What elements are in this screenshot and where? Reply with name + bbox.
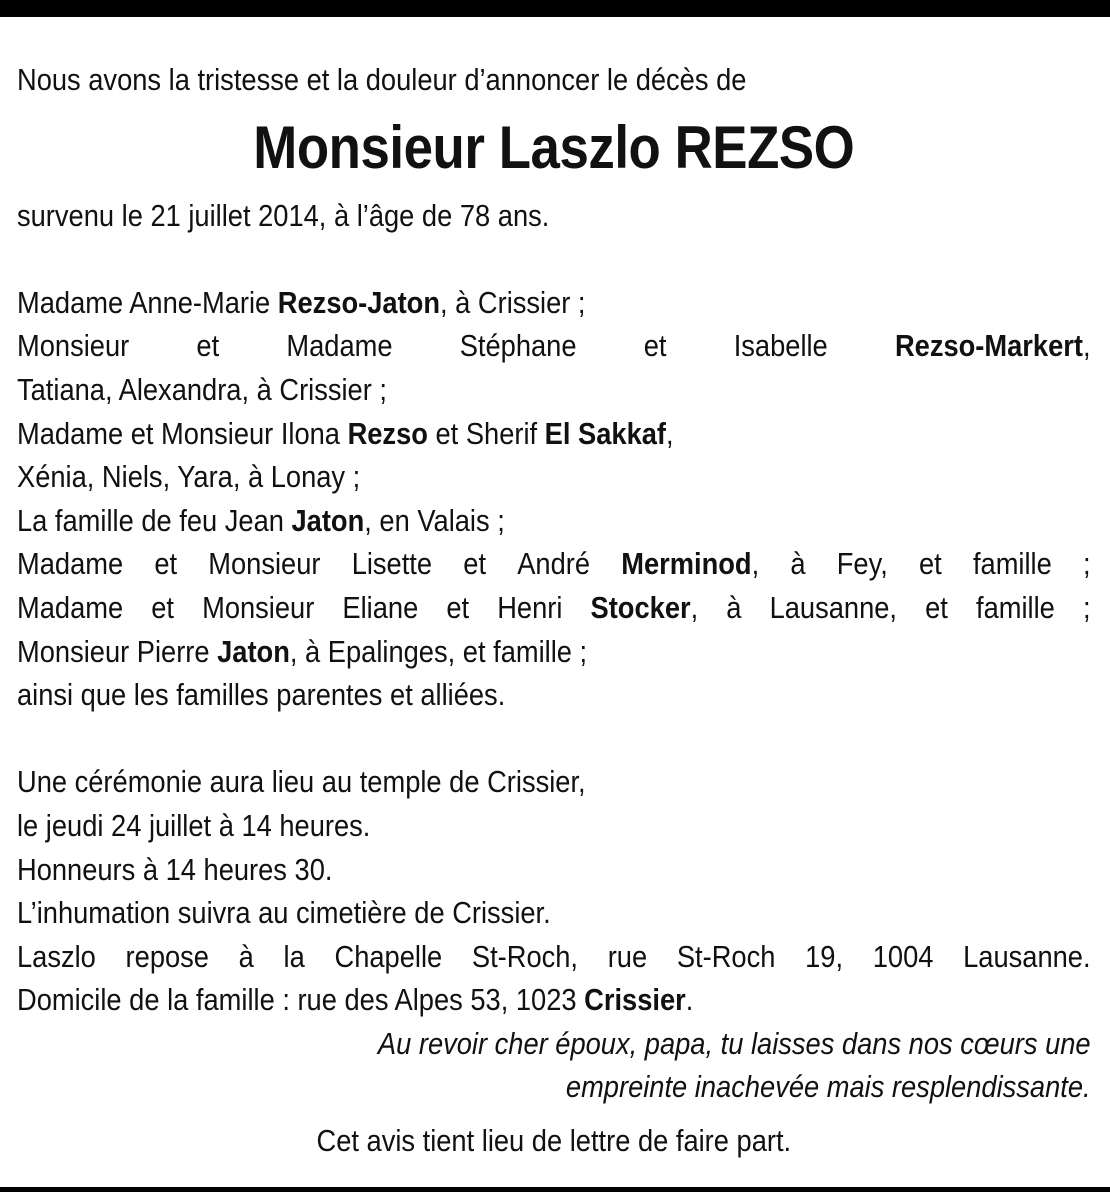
word: Madame <box>286 328 393 364</box>
deceased-name: Monsieur Laszlo REZSO <box>253 113 855 181</box>
quote-line: empreinte inachevée mais resplendissante. <box>565 1069 1091 1105</box>
intro-text: Nous avons la tristesse et la douleur d’annoncer le décès de <box>17 62 747 97</box>
family-surname: Merminod <box>621 546 752 582</box>
family-line-justified <box>17 586 1091 630</box>
word: Monsieur <box>208 546 321 582</box>
word: St-Roch, <box>471 938 579 974</box>
word <box>895 324 1091 368</box>
word: Eliane <box>342 589 419 625</box>
word: Lausanne, <box>769 589 898 625</box>
family-line: Xénia, Niels, Yara, à Lonay ; <box>17 459 361 495</box>
word: 19, <box>805 938 844 974</box>
ceremony-line <box>17 978 1091 1022</box>
punctuation: . <box>685 982 694 1018</box>
word: et <box>463 546 487 582</box>
word: et <box>643 328 667 364</box>
ceremony-line: L’inhumation suivra au cimetière de Crissier. <box>17 895 551 931</box>
word: Madame <box>17 589 124 625</box>
family-text: , en Valais ; <box>364 502 505 538</box>
word: et <box>151 589 174 625</box>
word: Isabelle <box>733 328 828 364</box>
word: ; <box>1082 589 1091 625</box>
word: la <box>283 938 305 974</box>
word: famille <box>975 589 1055 625</box>
word: Lausanne. <box>963 938 1091 974</box>
family-surname: Stocker <box>590 589 691 625</box>
family-surname: Rezso-Jaton <box>277 284 441 320</box>
word: et <box>925 589 948 625</box>
family-text: , à Epalinges, et famille ; <box>289 633 588 669</box>
family-surname: Rezso <box>347 415 428 451</box>
ceremony-line-justified <box>17 935 1091 979</box>
family-surname: Jaton <box>291 502 365 538</box>
word: repose <box>125 938 209 974</box>
family-line: ainsi que les familles parentes et alliées. <box>17 677 506 713</box>
quote-line: Au revoir cher époux, papa, tu laisses dans nos cœurs une <box>377 1025 1091 1061</box>
word: Fey, <box>836 546 888 582</box>
family-line-justified <box>17 324 1091 368</box>
family-line: Tatiana, Alexandra, à Crissier ; <box>17 371 387 407</box>
word: famille <box>972 546 1052 582</box>
word: Laszlo <box>17 938 96 974</box>
family-surname: El Sakkaf <box>544 415 667 451</box>
word: et <box>196 328 220 364</box>
word: à <box>726 589 742 625</box>
family-text: Monsieur Pierre <box>17 633 218 669</box>
ceremony-line: Une cérémonie aura lieu au temple de Crissier, <box>17 764 586 800</box>
word: et <box>918 546 942 582</box>
word: Henri <box>497 589 563 625</box>
family-surname: Rezso-Markert <box>894 328 1083 364</box>
word: à <box>238 938 254 974</box>
family-line <box>17 499 1091 543</box>
word: à <box>790 546 806 582</box>
family-line <box>17 281 1091 325</box>
closing-note: Cet avis tient lieu de lettre de faire part. <box>316 1123 792 1159</box>
family-text: Madame et Monsieur Ilona <box>17 415 348 451</box>
family-text: et Sherif <box>427 415 545 451</box>
word: Madame <box>17 546 124 582</box>
top-rule <box>0 0 1110 17</box>
word <box>591 586 699 630</box>
bottom-rule <box>0 1187 1110 1192</box>
family-text: La famille de feu Jean <box>17 502 292 538</box>
family-line <box>17 630 1091 674</box>
word: Lisette <box>351 546 433 582</box>
punctuation: , <box>751 546 760 582</box>
word: Monsieur <box>17 328 130 364</box>
family-line-justified <box>17 542 1091 586</box>
word: St-Roch <box>676 938 776 974</box>
word: ; <box>1082 546 1091 582</box>
word: Chapelle <box>334 938 443 974</box>
word <box>621 542 759 586</box>
family-line <box>17 412 1091 456</box>
punctuation: , <box>1082 328 1091 364</box>
word: et <box>154 546 178 582</box>
obituary-notice <box>17 58 1091 1163</box>
family-text: Madame Anne-Marie <box>17 284 278 320</box>
word: Monsieur <box>202 589 315 625</box>
punctuation: , <box>666 415 674 451</box>
address-text: Domicile de la famille : rue des Alpes 53, 1023 <box>17 982 585 1018</box>
punctuation: , <box>690 589 699 625</box>
word: Stéphane <box>459 328 577 364</box>
family-text: , à Crissier ; <box>440 284 586 320</box>
word: 1004 <box>872 938 934 974</box>
family-surname: Jaton <box>217 633 290 669</box>
word: André <box>517 546 591 582</box>
ceremony-line: Honneurs à 14 heures 30. <box>17 851 333 887</box>
word: rue <box>607 938 648 974</box>
word: et <box>446 589 470 625</box>
spacer <box>17 237 1091 281</box>
ceremony-line: le jeudi 24 juillet à 14 heures. <box>17 807 371 843</box>
address-town: Crissier <box>584 982 686 1018</box>
death-info: survenu le 21 juillet 2014, à l’âge de 78 ans. <box>17 197 550 233</box>
spacer <box>17 717 1091 761</box>
